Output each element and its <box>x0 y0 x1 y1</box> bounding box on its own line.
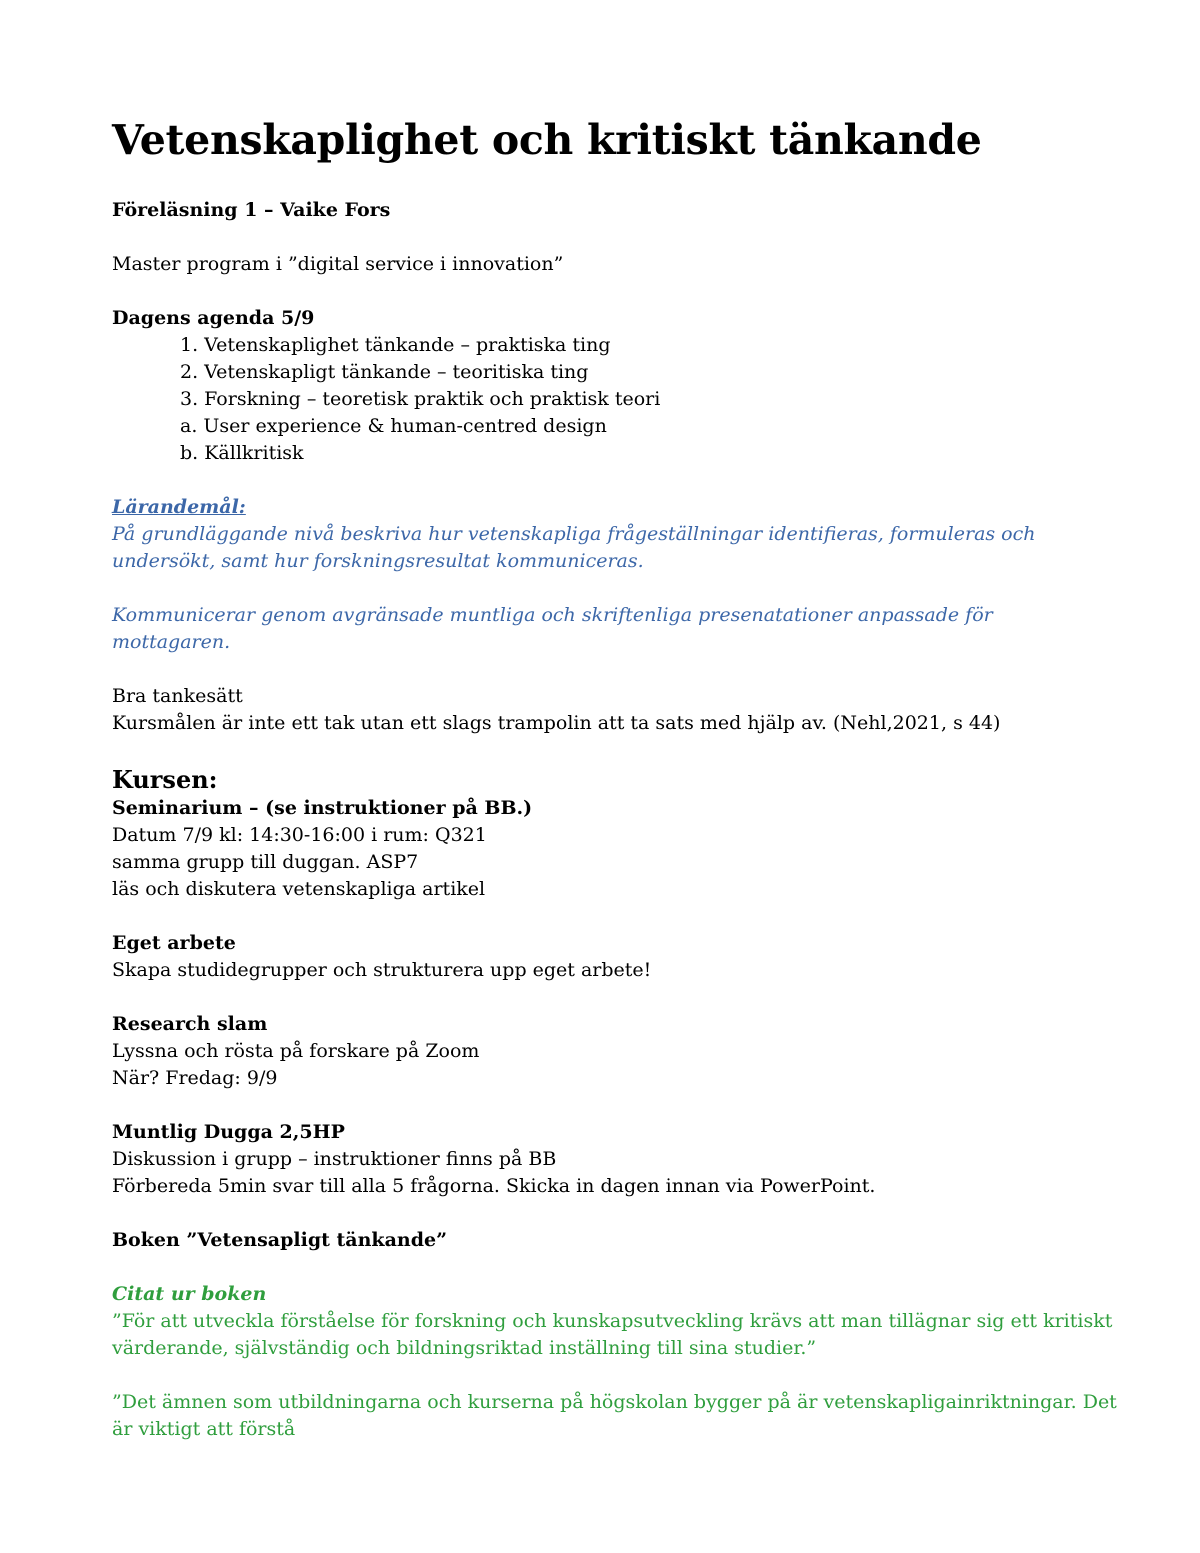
seminar-heading: Seminarium – (se instruktioner på BB.) <box>112 797 533 819</box>
spacer <box>112 984 1102 1011</box>
program-line: Master program i ”digital service i innovation” <box>112 253 564 275</box>
agenda-item: 3. Forskning – teoretisk praktik och praktisk teori <box>180 388 661 410</box>
spacer <box>112 278 1102 305</box>
quote-1-line-2: värderande, självständig och bildningsriktad inställning till sina studier.” <box>112 1337 817 1359</box>
mindset-line-2: Kursmålen är inte ett tak utan ett slags trampolin att ta sats med hjälp av. (Nehl,2021, s 44) <box>112 712 1001 734</box>
spacer <box>112 737 1102 765</box>
document-page <box>112 110 1117 1443</box>
own-work-line-1: Skapa studidegrupper och strukturera upp eget arbete! <box>112 959 652 981</box>
spacer <box>112 903 1102 930</box>
spacer <box>112 467 1102 494</box>
quote-2-line-2: är viktigt att förstå <box>112 1418 296 1440</box>
agenda-item: b. Källkritisk <box>180 442 304 464</box>
research-slam-line-1: Lyssna och rösta på forskare på Zoom <box>112 1040 480 1062</box>
learning-goal-2-line-1: Kommunicerar genom avgränsade muntliga och skriftenliga presenatationer anpassade för <box>112 604 993 626</box>
spacer <box>112 224 1102 251</box>
agenda-heading: Dagens agenda 5/9 <box>112 307 315 329</box>
document-title: Vetenskaplighet och kritiskt tänkande <box>112 116 982 164</box>
learning-goal-1-line-2: undersökt, samt hur forskningsresultat kommuniceras. <box>112 550 644 572</box>
spacer <box>112 1254 1102 1281</box>
research-slam-line-2: När? Fredag: 9/9 <box>112 1067 278 1089</box>
quote-2-line-1: ”Det ämnen som utbildningarna och kurserna på högskolan bygger på är vetenskapligainriktningar. Det <box>112 1391 1117 1413</box>
learning-goal-1-line-1: På grundläggande nivå beskriva hur vetenskapliga frågeställningar identifieras, formuleras och <box>112 523 1036 545</box>
spacer <box>112 656 1102 683</box>
oral-exam-line-1: Diskussion i grupp – instruktioner finns på BB <box>112 1148 557 1170</box>
seminar-line-2: samma grupp till duggan. ASP7 <box>112 851 419 873</box>
own-work-heading: Eget arbete <box>112 932 236 954</box>
course-heading: Kursen: <box>112 765 218 794</box>
learning-goals-heading: Lärandemål: <box>112 496 246 518</box>
mindset-line-1: Bra tankesätt <box>112 685 243 707</box>
oral-exam-line-2: Förbereda 5min svar till alla 5 frågorna. Skicka in dagen innan via PowerPoint. <box>112 1175 876 1197</box>
spacer <box>112 1092 1102 1119</box>
spacer <box>112 1362 1102 1389</box>
spacer <box>112 1200 1102 1227</box>
seminar-line-3: läs och diskutera vetenskapliga artikel <box>112 878 486 900</box>
research-slam-heading: Research slam <box>112 1013 268 1035</box>
agenda-item: 2. Vetenskapligt tänkande – teoritiska ting <box>180 361 589 383</box>
lecture-line: Föreläsning 1 – Vaike Fors <box>112 199 391 221</box>
agenda-item: 1. Vetenskaplighet tänkande – praktiska ting <box>180 334 611 356</box>
book-heading: Boken ”Vetensapligt tänkande” <box>112 1229 448 1251</box>
spacer <box>112 575 1102 602</box>
seminar-line-1: Datum 7/9 kl: 14:30-16:00 i rum: Q321 <box>112 824 487 846</box>
learning-goal-2-line-2: mottagaren. <box>112 631 231 653</box>
quotes-heading: Citat ur boken <box>112 1283 267 1305</box>
quote-1-line-1: ”För att utveckla förståelse för forskning och kunskapsutveckling krävs att man tillägnar sig ett kritiskt <box>112 1310 1113 1332</box>
oral-exam-heading: Muntlig Dugga 2,5HP <box>112 1121 345 1143</box>
agenda-item: a. User experience & human-centred design <box>180 415 607 437</box>
agenda-list <box>112 332 1102 467</box>
